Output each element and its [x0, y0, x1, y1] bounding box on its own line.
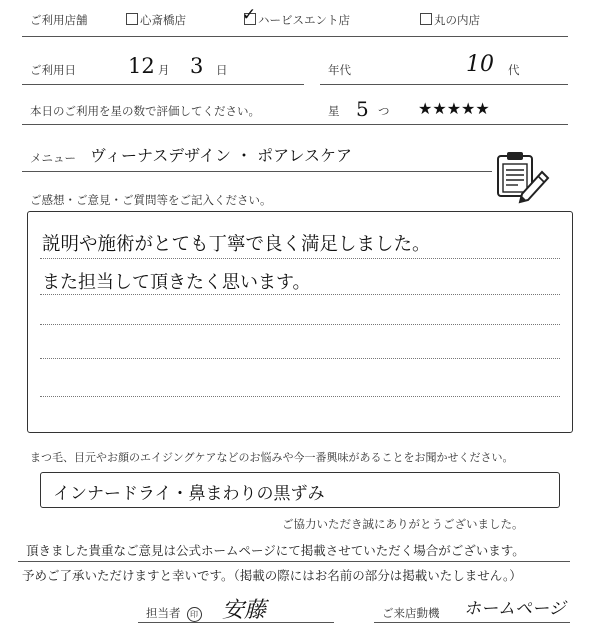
- checkbox-checked[interactable]: [242, 5, 257, 25]
- visit-source-value: ホームページ: [464, 599, 566, 619]
- day-unit: 日: [216, 63, 228, 77]
- age-unit: 代: [508, 63, 520, 77]
- concerns-box[interactable]: [40, 472, 560, 508]
- divider: [374, 622, 570, 623]
- ruled-line: [40, 258, 560, 259]
- store-option-label: ハービスエント店: [258, 13, 350, 27]
- ruled-line: [40, 324, 560, 325]
- notice-text-1: 頂きました貴重なご意見は公式ホームページにて掲載させていただく場合がございます。: [26, 543, 525, 558]
- staff-name: 安藤: [222, 598, 267, 623]
- divider: [22, 84, 304, 85]
- feedback-line-2: また担当して頂きたく思います。: [42, 272, 311, 293]
- age-label: 年代: [328, 63, 351, 77]
- rating-unit: つ: [378, 104, 390, 118]
- checkbox[interactable]: [126, 13, 138, 25]
- staff-label: [146, 605, 202, 622]
- store-option-marunouchi[interactable]: [420, 12, 480, 28]
- divider: [18, 561, 570, 562]
- visit-month: 12: [128, 54, 155, 78]
- store-option-label: 丸の内店: [434, 13, 480, 27]
- feedback-line-1: 説明や施術がとても丁寧で良く満足しました。: [42, 234, 431, 255]
- date-label: ご利用日: [30, 63, 76, 77]
- staff-label-text: 担当者: [146, 606, 181, 620]
- rating-prompt: 本日のご利用を星の数で評価してください。: [30, 104, 260, 118]
- notice-text-2: 予めご了承いただけますと幸いです。（掲載の際にはお名前の部分は掲載いたしません。）: [22, 568, 522, 583]
- feedback-prompt: ご感想・ご意見・ご質問等をご記入ください。: [30, 193, 272, 207]
- store-label: ご利用店舗: [30, 13, 88, 27]
- ruled-line: [40, 294, 560, 295]
- checkmark-icon: ✓: [242, 5, 257, 25]
- divider: [138, 622, 334, 623]
- store-option-herbis-ent[interactable]: [242, 5, 350, 28]
- thanks-text: ご協力いただき誠にありがとうございました。: [282, 517, 524, 531]
- ruled-line: [40, 358, 560, 359]
- visit-day: 3: [190, 54, 204, 78]
- divider: [22, 124, 568, 125]
- clipboard-pencil-icon: [492, 150, 552, 206]
- star-rating-icons: ★★★★★: [418, 99, 490, 118]
- divider: [320, 84, 568, 85]
- feedback-box[interactable]: [27, 211, 573, 433]
- month-unit: 月: [158, 63, 170, 77]
- menu-label: メニュー: [30, 151, 76, 165]
- visit-source-label: ご来店動機: [382, 606, 440, 620]
- divider: [22, 36, 568, 37]
- store-option-shinsaibashi[interactable]: [126, 12, 186, 28]
- seal-mark: 印: [187, 607, 202, 622]
- checkbox[interactable]: [420, 13, 432, 25]
- concerns-answer: インナードライ・鼻まわりの黒ずみ: [53, 484, 325, 504]
- ruled-line: [40, 396, 560, 397]
- store-option-label: 心斎橋店: [140, 13, 186, 27]
- star-label: 星: [328, 104, 340, 118]
- menu-value: ヴィーナスデザイン ・ ポアレスケア: [90, 146, 353, 165]
- rating-value: 5: [356, 97, 369, 121]
- divider: [22, 171, 492, 172]
- concerns-prompt: まつ毛、目元やお顔のエイジングケアなどのお悩みや今一番興味があることをお聞かせください。: [30, 451, 514, 464]
- age-value: 10: [466, 52, 494, 77]
